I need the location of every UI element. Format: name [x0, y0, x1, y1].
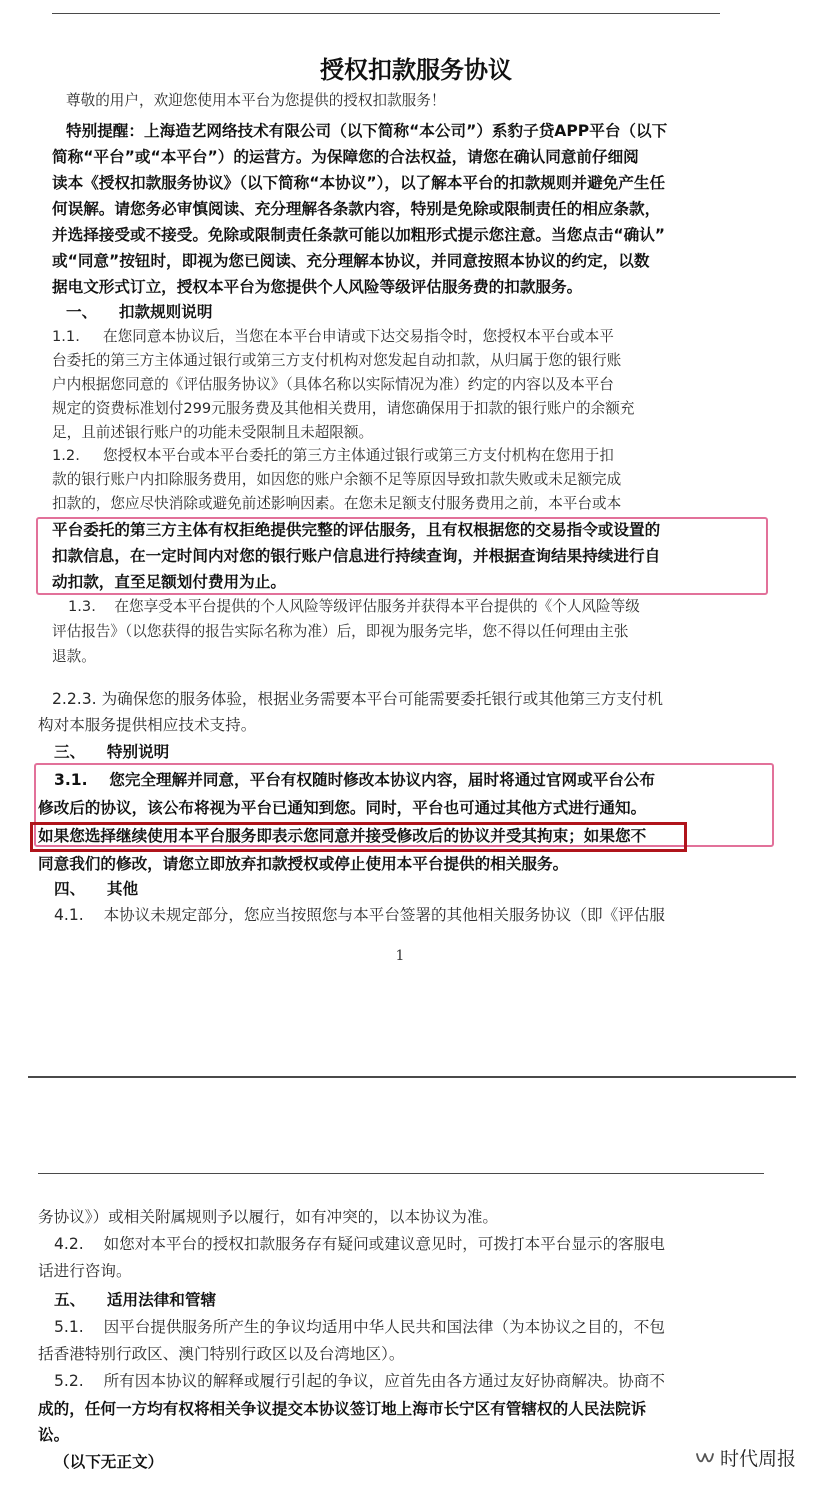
text-line: 五、 适用法律和管辖	[54, 1291, 217, 1309]
text-line: 简称“平台”或“本平台”）的运营方。为保障您的合法权益，请您在确认同意前仔细阅	[52, 148, 639, 166]
text-line: 三、 特别说明	[54, 743, 170, 761]
text-line: 4.2. 如您对本平台的授权扣款服务存有疑问或建议意见时，可拨打本平台显示的客服电	[54, 1235, 665, 1253]
top-rule	[52, 13, 720, 14]
text-line: 何误解。请您务必审慎阅读、充分理解各条款内容，特别是免除或限制责任的相应条款，	[52, 200, 661, 218]
text-line: 动扣款，直至足额划付费用为止。	[52, 573, 286, 591]
text-line: 读本《授权扣款服务协议》（以下简称“本协议”），以了解本平台的扣款规则并避免产生任	[52, 174, 666, 192]
text-line: 1.2. 您授权本平台或本平台委托的第三方主体通过银行或第三方支付机构在您用于扣	[52, 447, 614, 464]
text-line: 1.1. 在您同意本协议后，当您在本平台申请或下达交易指令时，您授权本平台或本平	[52, 328, 614, 345]
page-number: 1	[395, 948, 405, 964]
text-line: 话进行咨询。	[38, 1262, 132, 1280]
text-line: 足，且前述银行账户的功能未受限制且未超限额。	[52, 424, 374, 441]
text-line: 特别提醒：上海造艺网络技术有限公司（以下简称“本公司”）系豹子贷APP平台（以下	[66, 122, 668, 140]
text-line: 修改后的协议，该公布将视为平台已通知到您。同时，平台也可通过其他方式进行通知。	[38, 799, 647, 817]
text-line: 尊敬的用户，欢迎您使用本平台为您提供的授权扣款服务！	[66, 92, 446, 109]
text-line: 或“同意”按钮时，即视为您已阅读、充分理解本协议，并同意按照本协议的约定，以数	[52, 252, 650, 270]
text-line: （以下无正文）	[54, 1453, 164, 1471]
text-line: 4.1. 本协议未规定部分，您应当按照您与本平台签署的其他相关服务协议（即《评估服	[54, 906, 665, 924]
text-line: 款的银行账户内扣除服务费用，如因您的账户余额不足等原因导致扣款失败或未足额完成	[52, 471, 622, 488]
text-line: 并选择接受或不接受。免除或限制责任条款可能以加粗形式提示您注意。当您点击“确认”	[52, 226, 666, 244]
document-title: 授权扣款服务协议	[320, 55, 512, 84]
second-page-rule	[38, 1173, 764, 1174]
text-line: 同意我们的修改，请您立即放弃扣款授权或停止使用本平台提供的相关服务。	[38, 855, 569, 873]
text-line: 如果您选择继续使用本平台服务即表示您同意并接受修改后的协议并受其拘束；如果您不	[38, 827, 647, 845]
text-line: 退款。	[52, 648, 96, 665]
text-line: 括香港特别行政区、澳门特别行政区以及台湾地区）。	[38, 1345, 405, 1363]
text-line: 5.1. 因平台提供服务所产生的争议均适用中华人民共和国法律（为本协议之目的，不包	[54, 1318, 665, 1336]
text-line: 3.1. 您完全理解并同意，平台有权随时修改本协议内容，届时将通过官网或平台公布	[54, 771, 656, 789]
highlight-box-clause-1-2	[36, 517, 768, 595]
text-line: 一、 扣款规则说明	[66, 303, 213, 321]
text-line: 户内根据您同意的《评估服务协议》（具体名称以实际情况为准）约定的内容以及本平台	[52, 376, 614, 393]
watermark-text: 时代周报	[720, 1448, 797, 1470]
text-line: 扣款信息，在一定时间内对您的银行账户信息进行持续查询，并根据查询结果持续进行自	[52, 547, 661, 565]
text-line: 1.3. 在您享受本平台提供的个人风险等级评估服务并获得本平台提供的《个人风险等级	[68, 598, 640, 615]
text-line: 平台委托的第三方主体有权拒绝提供完整的评估服务，且有权根据您的交易指令或设置的	[52, 521, 661, 539]
text-line: 评估报告》（以您获得的报告实际名称为准）后，即视为服务完毕，您不得以任何理由主张	[52, 623, 629, 640]
page-break-rule	[28, 1076, 796, 1078]
text-line: 台委托的第三方主体通过银行或第三方支付机构对您发起自动扣款，从归属于您的银行账	[52, 352, 622, 369]
text-line: 四、 其他	[54, 880, 139, 898]
text-line: 成的，任何一方均有权将相关争议提交本协议签订地上海市长宁区有管辖权的人民法院诉	[38, 1400, 647, 1418]
text-line: 构对本服务提供相应技术支持。	[38, 716, 257, 734]
emphasis-box-continue-use	[30, 822, 687, 852]
text-line: 扣款的，您应尽快消除或避免前述影响因素。在您未足额支付服务费用之前，本平台或本	[52, 495, 622, 512]
text-line: 据电文形式订立，授权本平台为您提供个人风险等级评估服务费的扣款服务。	[52, 278, 583, 296]
text-line: 2.2.3. 为确保您的服务体验，根据业务需要本平台可能需要委托银行或其他第三方支付机	[52, 690, 663, 708]
text-line: 务协议》）或相关附属规则予以履行，如有冲突的，以本协议为准。	[38, 1208, 499, 1226]
text-line: 讼。	[38, 1426, 70, 1444]
wechat-channel-icon	[694, 1448, 716, 1468]
watermark	[694, 1444, 796, 1471]
text-line: 5.2. 所有因本协议的解释或履行引起的争议，应首先由各方通过友好协商解决。协商不	[54, 1372, 665, 1390]
text-line: 规定的资费标准划付299元服务费及其他相关费用，请您确保用于扣款的银行账户的余额充	[52, 400, 635, 417]
